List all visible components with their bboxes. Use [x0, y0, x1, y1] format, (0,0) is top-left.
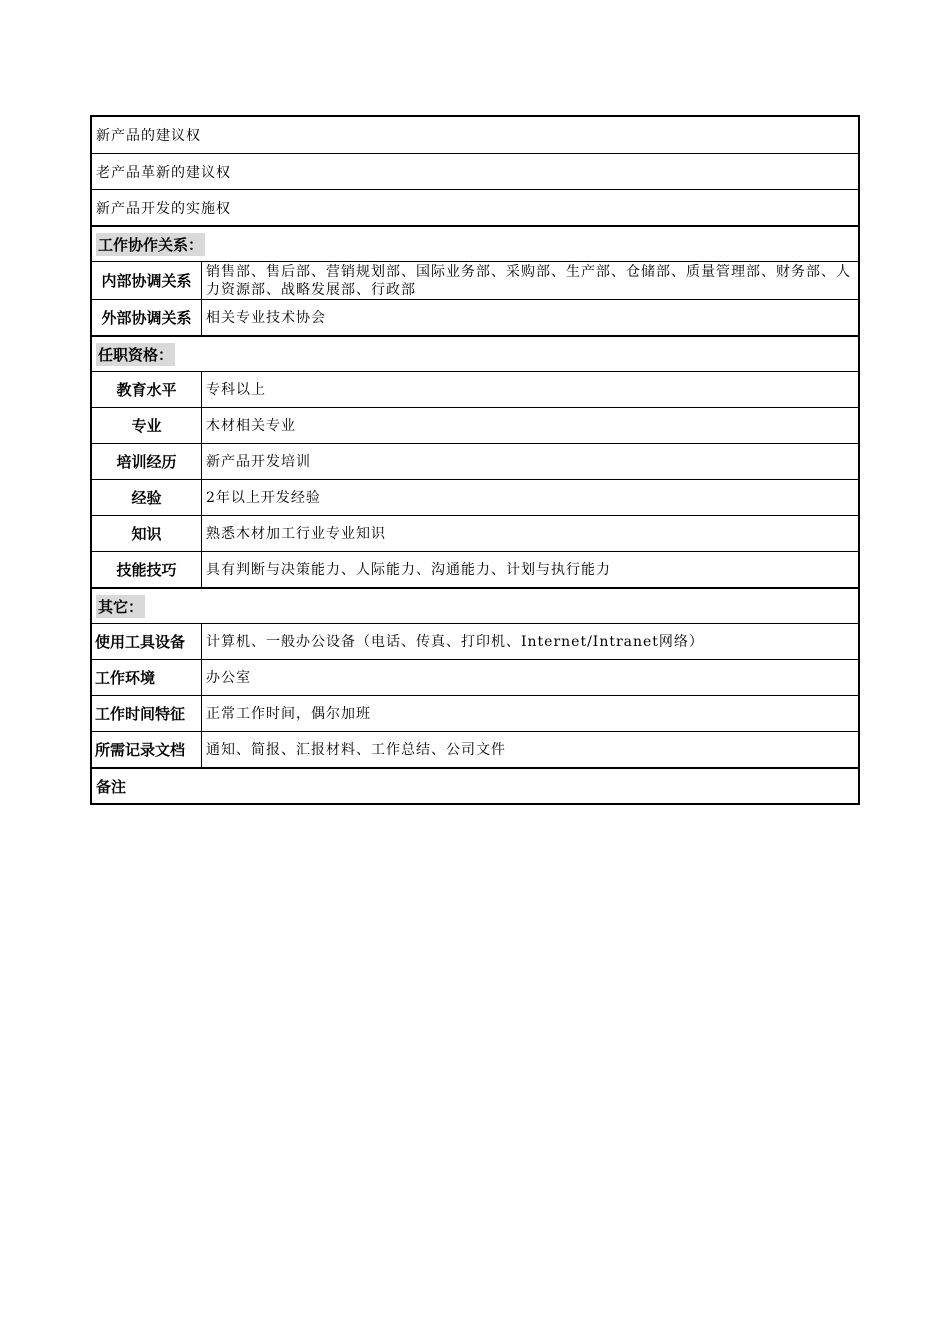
qualification-row: [92, 407, 858, 443]
qualification-label: 教育水平: [92, 372, 202, 407]
authority-item: 新产品的建议权: [96, 128, 201, 144]
remarks-row: [92, 767, 858, 803]
authority-row: [92, 189, 858, 225]
other-value: 通知、简报、汇报材料、工作总结、公司文件: [206, 741, 506, 758]
job-description-table: [90, 115, 860, 805]
other-label: 所需记录文档: [92, 732, 202, 767]
cooperation-header-row: [92, 225, 858, 261]
cooperation-section-title: 工作协作关系：: [92, 227, 858, 261]
authority-row: [92, 153, 858, 189]
internal-coordination-row: [92, 261, 858, 299]
qualification-label: 技能技巧: [92, 552, 202, 587]
other-row: [92, 623, 858, 659]
qualification-label: 培训经历: [92, 444, 202, 479]
qualification-row: [92, 371, 858, 407]
authority-item: 新产品开发的实施权: [96, 200, 231, 217]
qualification-value: 木材相关专业: [206, 417, 296, 434]
remarks-label: 备注: [96, 777, 127, 796]
internal-coordination-value: 销售部、售后部、营销规划部、国际业务部、采购部、生产部、仓储部、质量管理部、财务部、人力资源部、战略发展部、行政部: [206, 264, 851, 298]
qualification-row: [92, 551, 858, 587]
other-row: [92, 695, 858, 731]
external-coordination-label: 外部协调关系: [92, 300, 202, 335]
qualification-value: 2年以上开发经验: [206, 489, 321, 506]
qualification-row: [92, 515, 858, 551]
qualification-value: 具有判断与决策能力、人际能力、沟通能力、计划与执行能力: [206, 561, 611, 578]
qualification-section-title: 任职资格：: [92, 337, 858, 371]
qualification-label: 知识: [92, 516, 202, 551]
authority-item: 老产品革新的建议权: [96, 164, 231, 181]
external-coordination-row: [92, 299, 858, 335]
qualification-value: 新产品开发培训: [206, 453, 311, 470]
other-header-row: [92, 587, 858, 623]
other-row: [92, 731, 858, 767]
qualification-row: [92, 479, 858, 515]
qualification-label: 专业: [92, 408, 202, 443]
internal-coordination-label: 内部协调关系: [92, 262, 202, 299]
qualification-header-row: [92, 335, 858, 371]
other-label: 使用工具设备: [92, 624, 202, 659]
external-coordination-value: 相关专业技术协会: [206, 309, 326, 326]
other-value: 正常工作时间，偶尔加班: [206, 705, 371, 722]
other-value: 计算机、一般办公设备（电话、传真、打印机、Internet/Intranet网络）: [206, 633, 704, 650]
qualification-value: 熟悉木材加工行业专业知识: [206, 525, 386, 542]
qualification-row: [92, 443, 858, 479]
other-label: 工作环境: [92, 660, 202, 695]
qualification-label: 经验: [92, 480, 202, 515]
other-label: 工作时间特征: [92, 696, 202, 731]
other-value: 办公室: [206, 669, 251, 686]
authority-row: [92, 117, 858, 153]
other-row: [92, 659, 858, 695]
qualification-value: 专科以上: [206, 381, 266, 398]
other-section-title: 其它：: [92, 589, 858, 623]
